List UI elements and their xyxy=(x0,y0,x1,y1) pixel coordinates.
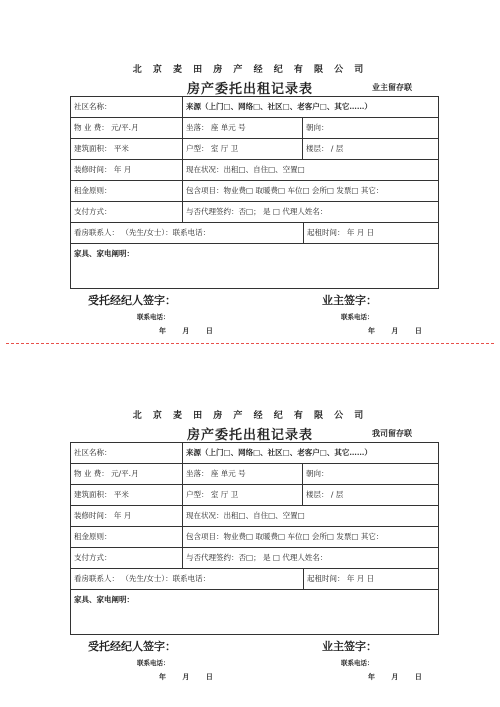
current-status-cell: 现在状况：出租□、自住□、空置□ xyxy=(186,511,305,520)
agent-contact-label: 联系电话： xyxy=(137,659,170,667)
form-title: 房产委托出租记录表 xyxy=(186,428,313,443)
record-table xyxy=(70,442,439,635)
layout-cell: 户型： 室 厅 卫 xyxy=(183,139,303,159)
table-row xyxy=(71,506,438,527)
owner-signature-label: 业主签字： xyxy=(322,640,377,653)
agent-signing-cell: 与否代理签约：否□； 是 □ 代理人姓名： xyxy=(186,553,328,562)
current-status-cell: 现在状况：出租□、自住□、空置□ xyxy=(186,165,305,174)
viewing-contact-cell: 看房联系人： （先生/女士）：联系电话： xyxy=(71,569,304,589)
table-row xyxy=(71,527,438,548)
copy-tag: 我司留存联 xyxy=(372,428,412,438)
orientation-cell: 朝向： xyxy=(306,123,329,132)
agent-date-label: 年 月 日 xyxy=(159,672,213,681)
source-cell: 来源（上门□、网络□、社区□、老客户□、其它……） xyxy=(186,102,372,111)
lease-start-cell: 起租时间： 年 月 日 xyxy=(307,228,375,237)
table-row xyxy=(71,569,438,590)
payment-method-cell: 支付方式： xyxy=(71,548,183,568)
company-name: 北 京 麦 田 房 产 经 纪 有 限 公 司 xyxy=(132,65,368,75)
agent-contact-label: 联系电话： xyxy=(137,313,170,321)
floor-cell: 楼层： / 层 xyxy=(306,144,344,153)
table-row xyxy=(71,181,438,202)
layout-cell: 户型： 室 厅 卫 xyxy=(183,485,303,505)
owner-signature-label: 业主签字： xyxy=(322,294,377,307)
community-name-cell: 社区名称： xyxy=(71,97,183,117)
included-items-cell: 包含项目：物业费□ 取暖费□ 车位□ 会所□ 发票□ 其它： xyxy=(186,186,384,195)
table-row xyxy=(71,202,438,223)
table-row xyxy=(71,97,438,118)
agent-date-label: 年 月 日 xyxy=(159,326,213,335)
owner-date-label: 年 月 日 xyxy=(368,326,422,335)
furniture-cell: 家具、家电阐明： xyxy=(74,595,134,604)
property-fee-cell: 物 业 费： 元/平.月 xyxy=(71,464,183,484)
renovation-time-cell: 装修时间： 年 月 xyxy=(71,506,183,526)
record-table xyxy=(70,96,439,289)
owner-contact-label: 联系电话： xyxy=(341,659,374,667)
viewing-contact-cell: 看房联系人： （先生/女士）：联系电话： xyxy=(71,223,304,243)
owner-contact-label: 联系电话： xyxy=(341,313,374,321)
location-cell: 坐落： 座 单元 号 xyxy=(183,118,303,138)
cut-line-divider xyxy=(6,343,494,344)
company-name: 北 京 麦 田 房 产 经 纪 有 限 公 司 xyxy=(132,411,368,421)
area-cell: 建筑面积： 平米 xyxy=(71,485,183,505)
agent-signature-label: 受托经纪人签字： xyxy=(88,640,176,653)
renovation-time-cell: 装修时间： 年 月 xyxy=(71,160,183,180)
location-cell: 坐落： 座 单元 号 xyxy=(183,464,303,484)
table-row xyxy=(71,160,438,181)
floor-cell: 楼层： / 层 xyxy=(306,490,344,499)
lease-start-cell: 起租时间： 年 月 日 xyxy=(307,574,375,583)
payment-method-cell: 支付方式： xyxy=(71,202,183,222)
table-row xyxy=(71,139,438,160)
table-row xyxy=(71,443,438,464)
rent-principle-cell: 租金原则： xyxy=(71,527,183,547)
table-row xyxy=(71,118,438,139)
agent-signing-cell: 与否代理签约：否□； 是 □ 代理人姓名： xyxy=(186,207,328,216)
agent-signature-label: 受托经纪人签字： xyxy=(88,294,176,307)
table-row xyxy=(71,464,438,485)
source-cell: 来源（上门□、网络□、社区□、老客户□、其它……） xyxy=(186,448,372,457)
rent-principle-cell: 租金原则： xyxy=(71,181,183,201)
community-name-cell: 社区名称： xyxy=(71,443,183,463)
table-row xyxy=(71,590,438,634)
owner-date-label: 年 月 日 xyxy=(368,672,422,681)
area-cell: 建筑面积： 平米 xyxy=(71,139,183,159)
furniture-cell: 家具、家电阐明： xyxy=(74,249,134,258)
orientation-cell: 朝向： xyxy=(306,469,329,478)
table-row xyxy=(71,548,438,569)
table-row xyxy=(71,223,438,244)
property-fee-cell: 物 业 费： 元/平.月 xyxy=(71,118,183,138)
form-title: 房产委托出租记录表 xyxy=(186,82,313,97)
table-row xyxy=(71,485,438,506)
copy-tag: 业主留存联 xyxy=(372,82,412,92)
table-row xyxy=(71,244,438,288)
included-items-cell: 包含项目：物业费□ 取暖费□ 车位□ 会所□ 发票□ 其它： xyxy=(186,532,384,541)
